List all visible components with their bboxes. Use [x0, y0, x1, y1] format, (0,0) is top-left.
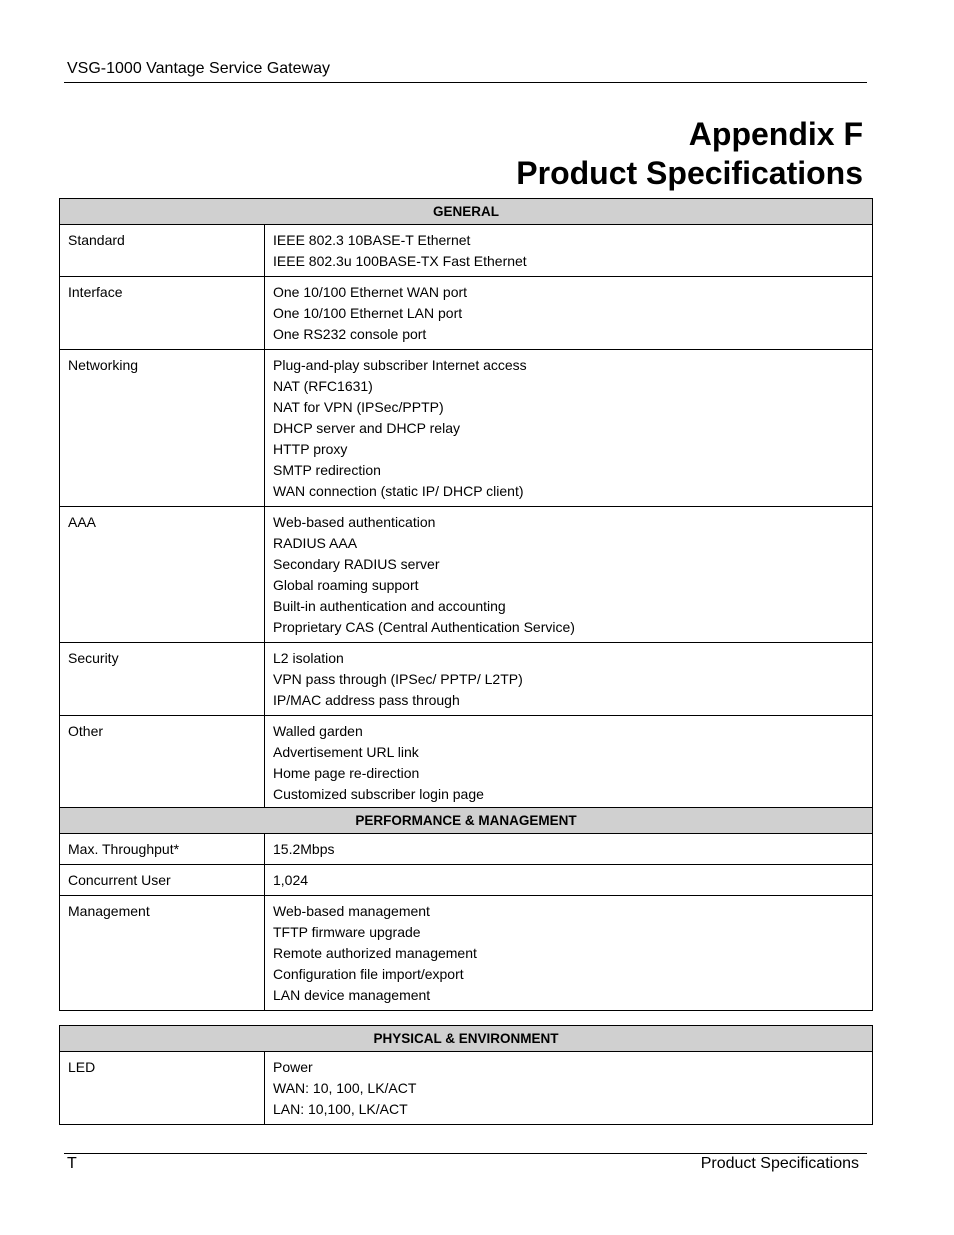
spec-value: LAN device management	[273, 987, 431, 1003]
table-row	[60, 507, 873, 643]
page-title	[516, 115, 863, 193]
spec-value: Advertisement URL link	[273, 744, 419, 760]
spec-values	[265, 865, 873, 896]
general-spec-table	[59, 198, 873, 810]
spec-label: Concurrent User	[60, 865, 265, 896]
physical-spec-table	[59, 1025, 873, 1125]
spec-value: IEEE 802.3 10BASE-T Ethernet	[273, 232, 471, 248]
table-heading-row	[60, 199, 873, 225]
appendix-label: Appendix F	[688, 116, 863, 152]
spec-value: IEEE 802.3u 100BASE-TX Fast Ethernet	[273, 253, 527, 269]
spec-value: L2 isolation	[273, 650, 344, 666]
table-row	[60, 643, 873, 716]
spec-values	[265, 225, 873, 277]
table-row	[60, 1052, 873, 1125]
spec-values	[265, 507, 873, 643]
spec-value: Secondary RADIUS server	[273, 556, 440, 572]
spec-value: Global roaming support	[273, 577, 419, 593]
table-heading-row	[60, 808, 873, 834]
spec-value: 1,024	[273, 872, 309, 888]
spec-value: Remote authorized management	[273, 945, 477, 961]
table-row	[60, 350, 873, 507]
spec-label: Interface	[60, 277, 265, 350]
spec-value: WAN: 10, 100, LK/ACT	[273, 1080, 417, 1096]
spec-value: NAT for VPN (IPSec/PPTP)	[273, 399, 444, 415]
spec-label: Max. Throughput*	[60, 834, 265, 865]
table-row	[60, 277, 873, 350]
footer-divider	[64, 1153, 867, 1154]
header-divider	[64, 82, 867, 83]
spec-value: One RS232 console port	[273, 326, 427, 342]
spec-label: Other	[60, 716, 265, 810]
spec-value: VPN pass through (IPSec/ PPTP/ L2TP)	[273, 671, 523, 687]
spec-value: HTTP proxy	[273, 441, 348, 457]
spec-value: Built-in authentication and accounting	[273, 598, 506, 614]
table-heading: PHYSICAL & ENVIRONMENT	[60, 1026, 873, 1052]
spec-values	[265, 834, 873, 865]
spec-label: AAA	[60, 507, 265, 643]
spec-values	[265, 277, 873, 350]
spec-value: Plug-and-play subscriber Internet access	[273, 357, 527, 373]
spec-label: Security	[60, 643, 265, 716]
spec-label: Standard	[60, 225, 265, 277]
table-row	[60, 896, 873, 1011]
spec-value: LAN: 10,100, LK/ACT	[273, 1101, 408, 1117]
spec-label: Networking	[60, 350, 265, 507]
page-header: VSG-1000 Vantage Service Gateway	[67, 60, 330, 77]
spec-value: One 10/100 Ethernet WAN port	[273, 284, 468, 300]
spec-value: NAT (RFC1631)	[273, 378, 373, 394]
table-heading: GENERAL	[60, 199, 873, 225]
spec-values	[265, 716, 873, 810]
spec-value: Customized subscriber login page	[273, 786, 484, 802]
spec-value: Web-based authentication	[273, 514, 436, 530]
spec-values	[265, 350, 873, 507]
spec-value: Walled garden	[273, 723, 363, 739]
table-heading: PERFORMANCE & MANAGEMENT	[60, 808, 873, 834]
spec-values	[265, 896, 873, 1011]
spec-value: SMTP redirection	[273, 462, 381, 478]
spec-value: RADIUS AAA	[273, 535, 358, 551]
spec-value: TFTP firmware upgrade	[273, 924, 421, 940]
spec-value: Configuration file import/export	[273, 966, 464, 982]
spec-label: Management	[60, 896, 265, 1011]
spec-value: WAN connection (static IP/ DHCP client)	[273, 483, 524, 499]
spec-value: Power	[273, 1059, 313, 1075]
spec-value: Proprietary CAS (Central Authentication Service)	[273, 619, 575, 635]
appendix-title: Product Specifications	[516, 155, 863, 191]
spec-label: LED	[60, 1052, 265, 1125]
footer-section-title: Product Specifications	[700, 1155, 859, 1172]
table-row	[60, 225, 873, 277]
spec-value: Web-based management	[273, 903, 430, 919]
spec-value: One 10/100 Ethernet LAN port	[273, 305, 463, 321]
table-row	[60, 834, 873, 865]
spec-value: Home page re-direction	[273, 765, 420, 781]
page-number: T	[67, 1155, 77, 1172]
table-row	[60, 865, 873, 896]
spec-value: 15.2Mbps	[273, 841, 335, 857]
spec-value: DHCP server and DHCP relay	[273, 420, 460, 436]
spec-values	[265, 1052, 873, 1125]
performance-spec-table	[59, 807, 873, 1011]
spec-value: IP/MAC address pass through	[273, 692, 460, 708]
spec-values	[265, 643, 873, 716]
table-row	[60, 716, 873, 810]
table-heading-row	[60, 1026, 873, 1052]
